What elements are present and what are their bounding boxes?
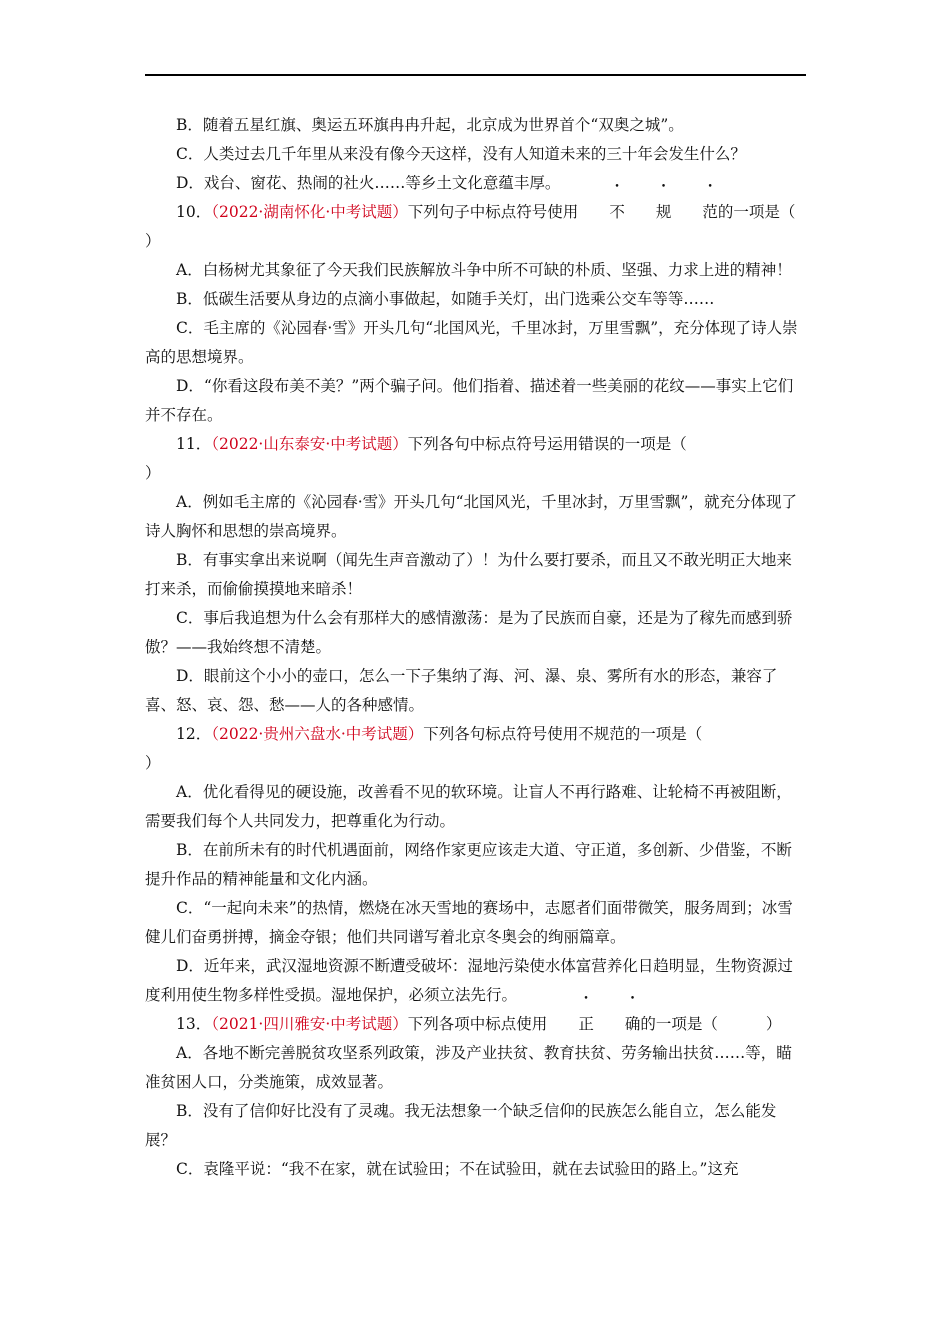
question-11 [145, 430, 807, 720]
q11-stem-text: 下列各句中标点符号运用错误的一项是（ [407, 435, 687, 453]
q12-source: （2022·贵州六盘水·中考试题） [211, 725, 424, 743]
q13-number: 13． [176, 1015, 212, 1033]
q10-stem-before: 下列句子中标点符号使用 [407, 203, 579, 221]
q11-option-b: B．有事实拿出来说啊（闻先生声音激动了）！为什么要打要杀，而且又不敢光明正大地来打来杀，而偷偷摸摸地来暗杀！ [145, 551, 792, 598]
q9-option-c: C．人类过去几千年里从来没有像今天这样，没有人知道未来的三十年会发生什么？ [176, 145, 746, 163]
document-body [145, 111, 807, 1184]
q11-option-c: C．事后我追想为什么会有那样大的感情激荡：是为了民族而自豪，还是为了稼先而感到骄傲？——我始终想不清楚。 [145, 609, 793, 656]
q10-stem-close: ） [145, 232, 161, 250]
q10-option-a: A．白杨树尤其象征了今天我们民族解放斗争中所不可缺的朴质、坚强、力求上进的精神！ [176, 261, 792, 279]
q10-emphasis-char: 规 [655, 203, 672, 221]
q12-stem-close: ） [145, 754, 161, 772]
q11-stem [145, 430, 807, 459]
question-10 [145, 198, 807, 430]
q10-option-c: C．毛主席的《沁园春·雪》开头几句“北国风光，千里冰封，万里雪飘”，充分体现了诗人崇高的思想境界。 [145, 319, 798, 366]
q10-number: 10． [176, 203, 212, 221]
q13-stem-after: 的一项是（ [640, 1015, 718, 1033]
q11-option-a: A．例如毛主席的《沁园春·雪》开头几句“北国风光，千里冰封，万里雪飘”，就充分体现了诗人胸怀和思想的崇高境界。 [145, 493, 797, 540]
question-12 [145, 720, 807, 1010]
q12-stem-text: 下列各句标点符号使用不规范的一项是（ [423, 725, 703, 743]
q13-source: （2021·四川雅安·中考试题） [211, 1015, 408, 1033]
q12-option-c: C．“一起向未来”的热情，燃烧在冰天雪地的赛场中，志愿者们面带微笑，服务周到；冰雪健儿们奋勇拼搏，摘金夺银；他们共同谱写着北京冬奥会的绚丽篇章。 [145, 899, 793, 946]
header-rule [145, 74, 806, 76]
q10-emphasis-char: 范 [702, 203, 718, 221]
q12-option-d: D．近年来，武汉湿地资源不断遭受破坏：湿地污染使水体富营养化日趋明显，生物资源过度利用使生物多样性受损。湿地保护，必须立法先行。 [145, 957, 793, 1004]
q13-emphasis-char: 正 [578, 1015, 594, 1033]
question-13 [145, 1010, 807, 1184]
q13-stem-before: 下列各项中标点使用 [407, 1015, 548, 1033]
q10-stem [145, 198, 807, 227]
q10-option-d: D．“你看这段布美不美？”两个骗子问。他们指着、描述着一些美丽的花纹——事实上它们并不存在。 [145, 377, 794, 424]
q10-emphasis-char: 不 [609, 203, 625, 221]
q13-emphasis-char: 确 [624, 1015, 641, 1033]
q11-source: （2022·山东泰安·中考试题） [211, 435, 408, 453]
q12-option-b: B．在前所未有的时代机遇面前，网络作家更应该走大道、守正道，多创新、少借鉴，不断提升作品的精神能量和文化内涵。 [145, 841, 792, 888]
q11-number: 11． [176, 435, 212, 453]
q9-option-d: D．戏台、窗花、热闹的社火……等乡土文化意蕴丰厚。 [176, 174, 561, 192]
q10-source: （2022·湖南怀化·中考试题） [211, 203, 408, 221]
q12-option-a: A．优化看得见的硬设施，改善看不见的软环境。让盲人不再行路难、让轮椅不再被阻断，需要我们每个人共同发力，把尊重化为行动。 [145, 783, 792, 830]
q11-stem-close: ） [145, 464, 161, 482]
q9-option-b: B．随着五星红旗、奥运五环旗冉冉升起，北京成为世界首个“双奥之城”。 [176, 116, 684, 134]
q13-option-b: B．没有了信仰好比没有了灵魂。我无法想象一个缺乏信仰的民族怎么能自立，怎么能发展？ [145, 1102, 777, 1149]
q13-option-c: C．袁隆平说：“我不在家，就在试验田；不在试验田，就在去试验田的路上。”这充 [176, 1160, 739, 1178]
q13-stem [145, 1010, 807, 1039]
q12-stem [145, 720, 807, 749]
q12-number: 12． [176, 725, 212, 743]
q10-option-b: B．低碳生活要从身边的点滴小事做起，如随手关灯，出门选乘公交车等等…… [176, 290, 715, 308]
q11-option-d: D．眼前这个小小的壶口，怎么一下子集纳了海、河、瀑、泉、雾所有水的形态，兼容了喜、怒、哀、怨、愁——人的各种感情。 [145, 667, 778, 714]
q13-stem-close: ） [765, 1015, 782, 1033]
q10-stem-after: 的一项是（ [717, 203, 796, 221]
q13-option-a: A．各地不断完善脱贫攻坚系列政策，涉及产业扶贫、教育扶贫、劳务输出扶贫……等，瞄准贫困人口，分类施策，成效显著。 [145, 1044, 792, 1091]
